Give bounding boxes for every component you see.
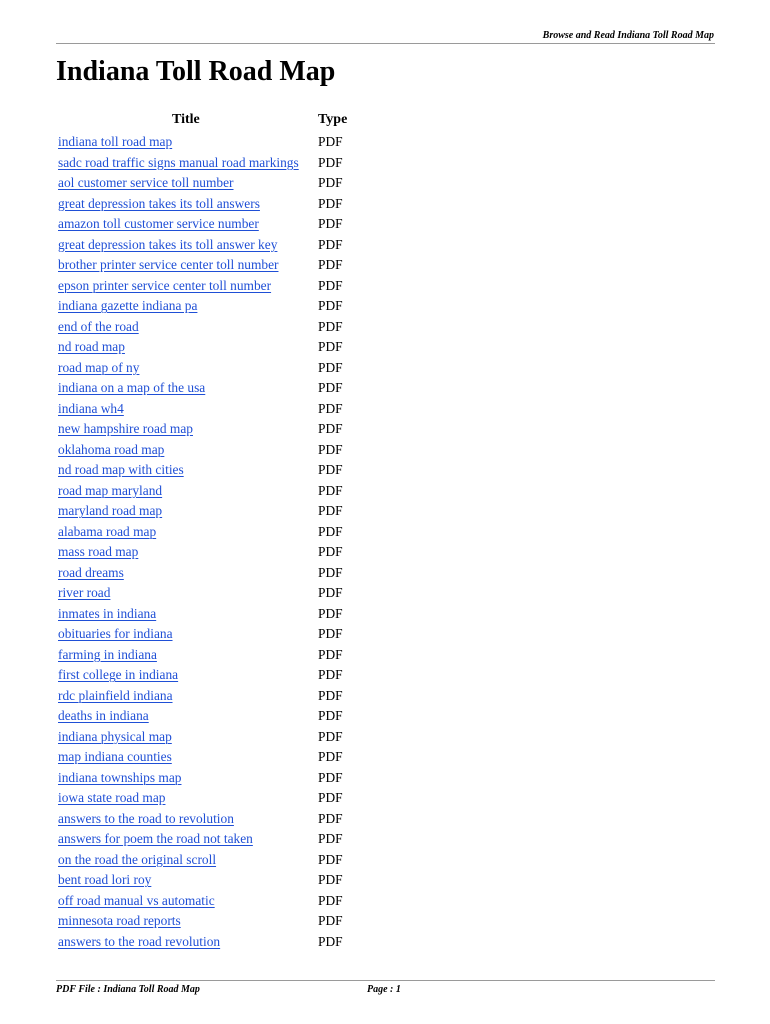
document-type: PDF bbox=[318, 831, 343, 846]
document-type: PDF bbox=[318, 728, 343, 744]
document-type: PDF bbox=[318, 667, 343, 682]
document-link[interactable]: deaths in indiana bbox=[58, 708, 149, 723]
document-type: PDF bbox=[318, 769, 343, 785]
document-type: PDF bbox=[318, 154, 343, 170]
list-item bbox=[58, 235, 343, 256]
document-link[interactable]: mass road map bbox=[58, 544, 139, 559]
document-type: PDF bbox=[318, 544, 343, 559]
list-item bbox=[58, 194, 343, 215]
list-item bbox=[58, 932, 343, 953]
document-type: PDF bbox=[318, 913, 343, 928]
list-item bbox=[58, 604, 343, 625]
footer-file-label: PDF File : Indiana Toll Road Map bbox=[56, 984, 200, 995]
document-link[interactable]: indiana townships map bbox=[58, 769, 182, 785]
list-item bbox=[58, 686, 343, 707]
list-item bbox=[58, 911, 343, 932]
document-type: PDF bbox=[318, 585, 343, 600]
list-item bbox=[58, 850, 343, 871]
document-type: PDF bbox=[318, 933, 343, 949]
list-item bbox=[58, 276, 343, 297]
document-link[interactable]: off road manual vs automatic bbox=[58, 892, 215, 908]
document-link[interactable]: epson printer service center toll number bbox=[58, 277, 272, 293]
column-header-title: Title bbox=[172, 112, 200, 127]
document-link[interactable]: road map maryland bbox=[58, 482, 163, 498]
list-item bbox=[58, 829, 343, 850]
document-link[interactable]: indiana physical map bbox=[58, 728, 172, 744]
document-type: PDF bbox=[318, 298, 343, 313]
document-link[interactable]: indiana gazette indiana pa bbox=[58, 298, 198, 313]
document-link[interactable]: nd road map bbox=[58, 339, 125, 354]
document-link[interactable]: indiana wh4 bbox=[58, 400, 124, 416]
list-item bbox=[58, 337, 343, 358]
list-item bbox=[58, 440, 343, 461]
footer-page-label: Page : 1 bbox=[367, 984, 401, 995]
header-divider bbox=[56, 43, 715, 44]
list-item bbox=[58, 665, 343, 686]
document-link[interactable]: rdc plainfield indiana bbox=[58, 687, 173, 703]
document-link[interactable]: bent road lori roy bbox=[58, 872, 152, 887]
list-item bbox=[58, 460, 343, 481]
document-link[interactable]: great depression takes its toll answers bbox=[58, 195, 260, 211]
document-link[interactable]: great depression takes its toll answer key bbox=[58, 236, 278, 252]
document-type: PDF bbox=[318, 421, 343, 436]
document-link[interactable]: brother printer service center toll number bbox=[58, 257, 279, 272]
document-link[interactable]: end of the road bbox=[58, 318, 139, 334]
list-item bbox=[58, 378, 343, 399]
list-item bbox=[58, 788, 343, 809]
document-link[interactable]: farming in indiana bbox=[58, 646, 157, 662]
document-link[interactable]: oklahoma road map bbox=[58, 441, 165, 457]
document-type: PDF bbox=[318, 175, 343, 190]
document-type: PDF bbox=[318, 687, 343, 703]
document-link[interactable]: answers to the road revolution bbox=[58, 933, 221, 949]
document-type: PDF bbox=[318, 236, 343, 252]
document-type: PDF bbox=[318, 359, 343, 375]
list-item bbox=[58, 296, 343, 317]
running-header: Browse and Read Indiana Toll Road Map bbox=[542, 30, 714, 41]
document-type: PDF bbox=[318, 400, 343, 416]
document-type: PDF bbox=[318, 462, 343, 477]
document-link[interactable]: answers for poem the road not taken bbox=[58, 831, 253, 846]
document-type: PDF bbox=[318, 749, 343, 764]
list-item bbox=[58, 891, 343, 912]
document-link[interactable]: first college in indiana bbox=[58, 667, 179, 682]
document-type: PDF bbox=[318, 523, 343, 539]
document-type: PDF bbox=[318, 892, 343, 908]
document-type: PDF bbox=[318, 626, 343, 641]
document-list bbox=[58, 132, 343, 952]
footer-divider bbox=[56, 980, 715, 981]
document-type: PDF bbox=[318, 216, 343, 231]
document-link[interactable]: river road bbox=[58, 585, 111, 600]
list-item bbox=[58, 501, 343, 522]
list-item bbox=[58, 624, 343, 645]
list-item bbox=[58, 542, 343, 563]
list-item bbox=[58, 481, 343, 502]
page-title: Indiana Toll Road Map bbox=[56, 56, 336, 87]
document-link[interactable]: indiana on a map of the usa bbox=[58, 380, 206, 395]
document-link[interactable]: aol customer service toll number bbox=[58, 175, 234, 190]
list-item bbox=[58, 358, 343, 379]
list-item bbox=[58, 747, 343, 768]
document-type: PDF bbox=[318, 605, 343, 621]
list-item bbox=[58, 706, 343, 727]
list-item bbox=[58, 132, 343, 153]
list-item bbox=[58, 768, 343, 789]
document-type: PDF bbox=[318, 482, 343, 498]
document-type: PDF bbox=[318, 564, 343, 580]
list-item bbox=[58, 583, 343, 604]
document-link[interactable]: sadc road traffic signs manual road markings bbox=[58, 154, 299, 170]
list-item bbox=[58, 870, 343, 891]
document-type: PDF bbox=[318, 503, 343, 518]
document-type: PDF bbox=[318, 380, 343, 395]
document-link[interactable]: road dreams bbox=[58, 564, 124, 580]
document-type: PDF bbox=[318, 872, 343, 887]
list-item bbox=[58, 727, 343, 748]
document-link[interactable]: answers to the road to revolution bbox=[58, 810, 234, 826]
list-item bbox=[58, 255, 343, 276]
document-type: PDF bbox=[318, 134, 343, 149]
column-header-type: Type bbox=[318, 112, 348, 127]
list-item bbox=[58, 563, 343, 584]
document-link[interactable]: on the road the original scroll bbox=[58, 851, 217, 867]
document-link[interactable]: new hampshire road map bbox=[58, 421, 193, 436]
document-type: PDF bbox=[318, 646, 343, 662]
document-link[interactable]: amazon toll customer service number bbox=[58, 216, 259, 231]
document-type: PDF bbox=[318, 257, 343, 272]
document-link[interactable]: map indiana counties bbox=[58, 749, 172, 764]
document-link[interactable]: maryland road map bbox=[58, 503, 163, 518]
document-link[interactable]: road map of ny bbox=[58, 359, 140, 375]
list-item bbox=[58, 522, 343, 543]
list-item bbox=[58, 214, 343, 235]
document-type: PDF bbox=[318, 708, 343, 723]
list-item bbox=[58, 419, 343, 440]
document-link[interactable]: obituaries for indiana bbox=[58, 626, 173, 641]
document-link[interactable]: iowa state road map bbox=[58, 790, 166, 805]
list-item bbox=[58, 173, 343, 194]
document-type: PDF bbox=[318, 441, 343, 457]
list-item bbox=[58, 153, 343, 174]
list-item bbox=[58, 399, 343, 420]
document-link[interactable]: alabama road map bbox=[58, 523, 157, 539]
list-item bbox=[58, 809, 343, 830]
document-link[interactable]: minnesota road reports bbox=[58, 913, 181, 928]
document-link[interactable]: indiana toll road map bbox=[58, 134, 173, 149]
list-item bbox=[58, 645, 343, 666]
document-type: PDF bbox=[318, 339, 343, 354]
document-type: PDF bbox=[318, 851, 343, 867]
document-link[interactable]: nd road map with cities bbox=[58, 462, 184, 477]
document-link[interactable]: inmates in indiana bbox=[58, 605, 157, 621]
document-type: PDF bbox=[318, 195, 343, 211]
list-item bbox=[58, 317, 343, 338]
document-type: PDF bbox=[318, 790, 343, 805]
document-type: PDF bbox=[318, 810, 343, 826]
document-type: PDF bbox=[318, 318, 343, 334]
document-type: PDF bbox=[318, 277, 343, 293]
